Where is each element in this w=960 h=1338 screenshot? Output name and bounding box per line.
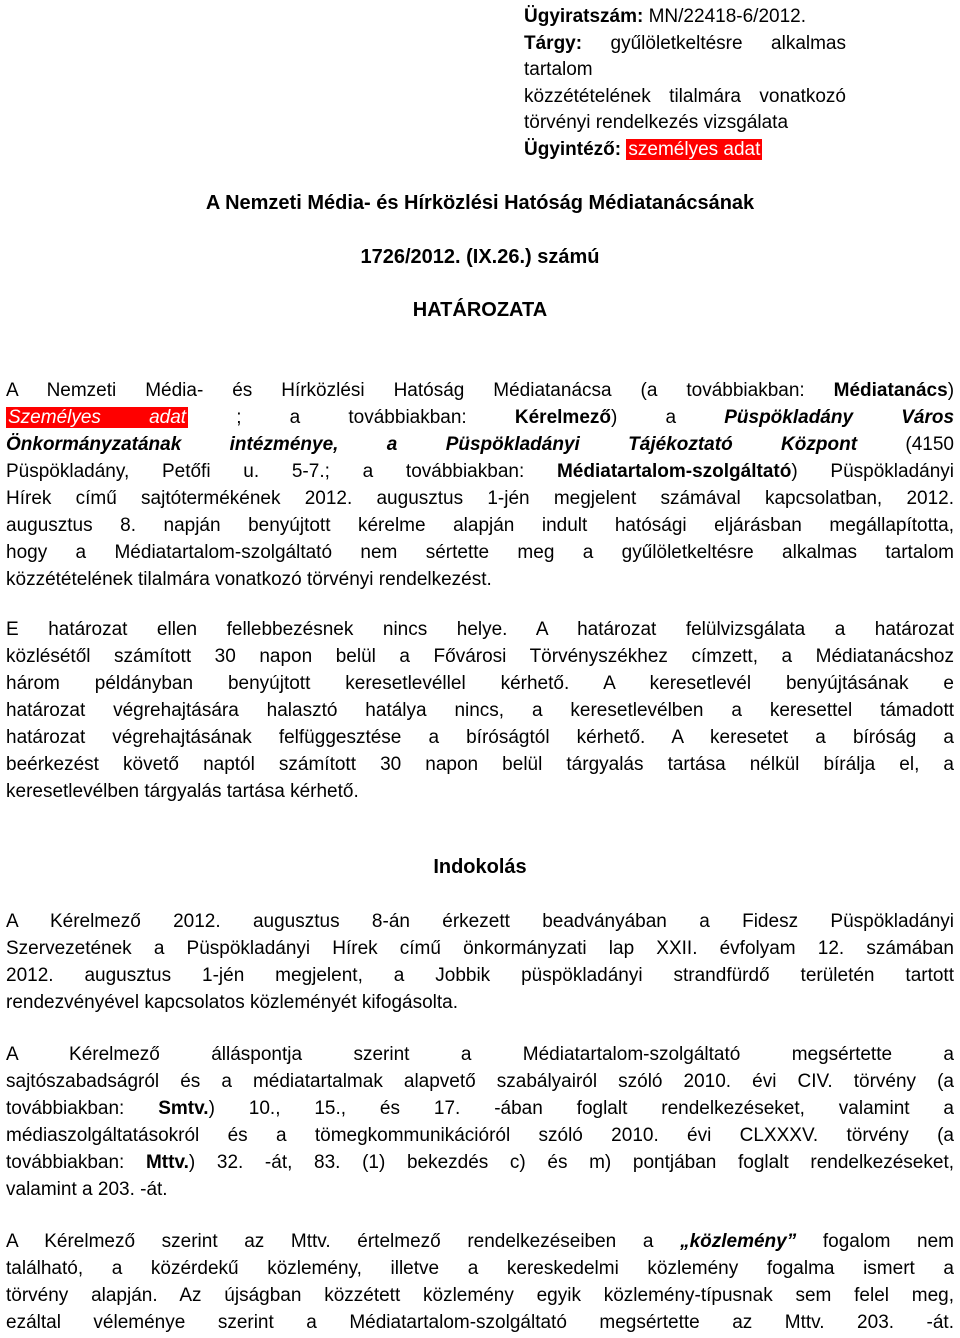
reasoning-paragraph-3 <box>6 1228 954 1336</box>
subject-label: Tárgy: <box>524 32 583 54</box>
subject-line-2: közzétételének tilalmára vonatkozó <box>524 85 846 107</box>
text-segment: „közlemény” <box>680 1231 797 1252</box>
reasoning-p3-line-4: ezáltal véleménye szerint a Médiatartalom-szolgáltató megsértette az Mttv. 203. -át. <box>6 1312 954 1333</box>
officer-redacted-value: személyes adat <box>628 138 761 160</box>
reasoning-p2-line-1: A Kérelmező álláspontja szerint a Médiatartalom-szolgáltató megsértette a <box>6 1044 954 1065</box>
text-segment: Mttv. <box>145 1152 189 1173</box>
text-segment: Smtv. <box>158 1098 209 1119</box>
case-number-label: Ügyiratszám: <box>524 6 644 27</box>
subject-line-3: törvényi rendelkezés vizsgálata <box>524 112 789 133</box>
appeal-line-3: három példányban benyújtott keresetlevéllel kérhető. A keresetlevél benyújtásának e <box>6 673 954 694</box>
decision-line-5: Hírek című sajtótermékének 2012. augusztus 1-jén megjelent számával kapcsolatban, 2012. <box>6 488 954 509</box>
reasoning-p2-line-4: médiaszolgáltatásokról és a tömegkommunikációról szóló 2010. évi CLXXXV. törvény (a <box>6 1125 954 1146</box>
text-segment: Püspökladány, Petőfi u. 5-7. <box>6 461 325 482</box>
appeal-line-4: határozat végrehajtására halasztó hatálya nincs, a keresetlevélben a keresettel támadott <box>6 700 954 721</box>
text-segment: továbbiakban: <box>6 1152 125 1173</box>
requester-redacted: Személyes adat <box>8 407 187 428</box>
reasoning-paragraph-2 <box>6 1041 954 1203</box>
text-segment: ) a <box>611 407 677 428</box>
reasoning-paragraph-1 <box>6 908 954 1016</box>
text-segment: Püspökladány Város <box>724 407 954 428</box>
reasoning-p1-line-2: Szervezetének a Püspökladányi Hírek című önkormányzati lap XXII. évfolyam 12. számában <box>6 938 954 959</box>
reasoning-p1-line-1: A Kérelmező 2012. augusztus 8-án érkezett beadványában a Fidesz Püspökladányi <box>6 911 954 932</box>
decision-number: 1726/2012. (IX.26.) számú <box>360 246 600 268</box>
decision-heading: HATÁROZATA <box>412 299 548 321</box>
reasoning-p2-line-2: sajtószabadságról és a médiatartalmak alapvető szabályairól szóló 2010. évi CIV. törvény (a <box>6 1071 954 1092</box>
subject-row-1 <box>524 31 846 84</box>
text-segment: (4150 <box>905 434 954 455</box>
appeal-paragraph <box>6 616 954 805</box>
decision-line-7: hogy a Médiatartalom-szolgáltató nem sértette meg a gyűlöletkeltésre alkalmas tartalom <box>6 542 954 563</box>
reasoning-p2-line-5 <box>6 1149 954 1176</box>
text-segment: ; a továbbiakban: <box>324 461 525 482</box>
authority-title: A Nemzeti Média- és Hírközlési Hatóság Médiatanácsának <box>205 192 755 214</box>
subject-line-1: gyűlöletkeltésre alkalmas tartalom <box>524 32 846 80</box>
officer-label: Ügyintéző: <box>524 138 622 160</box>
text-segment: fogalom nem <box>822 1231 954 1252</box>
case-number-row <box>524 4 846 31</box>
officer-row <box>524 137 846 164</box>
text-segment: Médiatartalom-szolgáltató <box>556 461 792 482</box>
reasoning-heading: Indokolás <box>433 856 527 878</box>
text-segment: ) 10., 15., és 17. -ában foglalt rendelkezéseket, valamint a <box>208 1098 954 1119</box>
text-segment: ) 32. -át, 83. (1) bekezdés c) és m) pontjában foglalt rendelkezéseket, <box>188 1152 954 1173</box>
decision-line-3 <box>6 431 954 458</box>
text-segment: Kérelmező <box>514 407 611 428</box>
text-segment: A Nemzeti Média- és Hírközlési Hatóság Médiatanácsa (a továbbiakban: <box>6 380 805 401</box>
decision-line-8: közzétételének tilalmára vonatkozó törvényi rendelkezést. <box>6 569 492 590</box>
reasoning-p1-line-4: rendezvényével kapcsolatos közleményét kifogásolta. <box>6 992 459 1013</box>
text-segment: továbbiakban: <box>6 1098 125 1119</box>
appeal-line-1: E határozat ellen fellebbezésnek nincs helye. A határozat felülvizsgálata a határozat <box>6 619 954 640</box>
text-segment: A Kérelmező szerint az Mttv. értelmező rendelkezéseiben a <box>6 1231 654 1252</box>
text-segment: ) Püspökladányi <box>791 461 954 482</box>
decision-line-6: augusztus 8. napján benyújtott kérelme alapján indult hatósági eljárásban megállapította, <box>6 515 954 536</box>
decision-line-2 <box>6 404 954 431</box>
case-number-value: MN/22418-6/2012. <box>648 6 806 27</box>
text-segment: Önkormányzatának intézménye, a Püspökladányi Tájékoztató Központ <box>6 434 858 455</box>
decision-line-1 <box>6 377 954 404</box>
appeal-line-2: közlésétől számított 30 napon belül a Fővárosi Törvényszékhez címzett, a Médiatanácshoz <box>6 646 954 667</box>
reasoning-p3-line-1 <box>6 1228 954 1255</box>
reasoning-p3-line-3: törvény alapján. Az újságban közzétett közlemény egyik közlemény-típusnak sem felel meg, <box>6 1285 954 1306</box>
appeal-line-6: beérkezést követő naptól számított 30 napon belül tárgyalás tartása nélkül bírálja el, a <box>6 754 954 775</box>
decision-line-4 <box>6 458 954 485</box>
text-segment: Médiatanács <box>833 380 948 401</box>
reasoning-p2-line-6: valamint a 203. -át. <box>6 1179 168 1200</box>
text-segment: ) <box>947 380 954 401</box>
appeal-line-5: határozat végrehajtásának felfüggesztése a bíróságtól kérhető. A keresetet a bíróság a <box>6 727 954 748</box>
appeal-line-7: keresetlevélben tárgyalás tartása kérhető. <box>6 781 359 802</box>
case-header <box>524 4 846 163</box>
reasoning-p3-line-2: található, a közérdekű közlemény, illetve a kereskedelmi közlemény fogalma ismert a <box>6 1258 954 1279</box>
text-segment: ; a továbbiakban: <box>236 407 467 428</box>
reasoning-p2-line-3 <box>6 1095 954 1122</box>
reasoning-p1-line-3: 2012. augusztus 1-jén megjelent, a Jobbik püspökladányi strandfürdő területén tartott <box>6 965 954 986</box>
decision-paragraph <box>6 377 954 593</box>
